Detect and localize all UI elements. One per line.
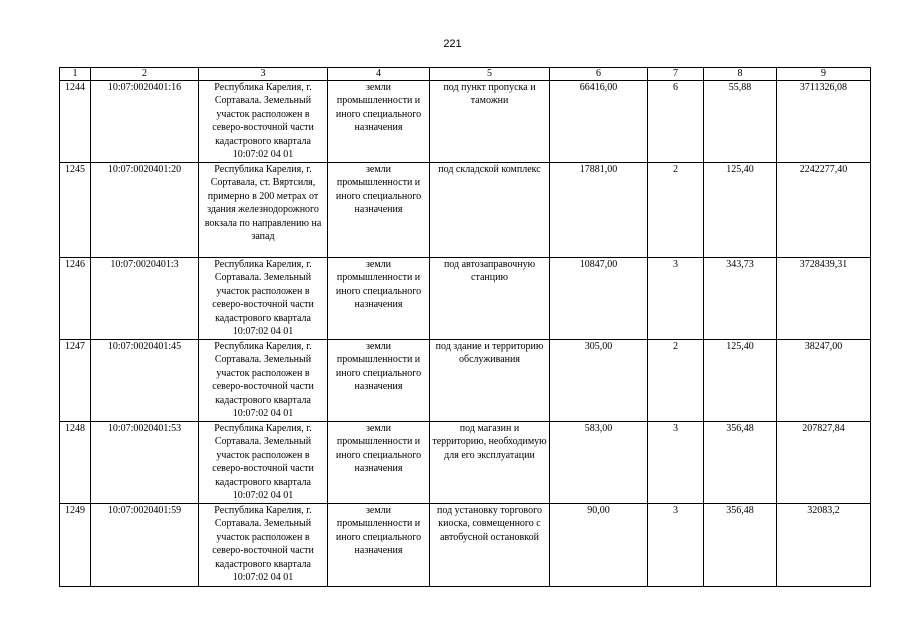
- area-cell: 305,00: [550, 340, 648, 422]
- table-header-row: [60, 68, 871, 81]
- cadastral-number: 10:07:0020401:20: [91, 163, 199, 258]
- col8-cell: 356,48: [704, 504, 777, 587]
- col9-cell: 3711326,08: [777, 81, 871, 163]
- area-cell: 17881,00: [550, 163, 648, 258]
- cadastral-number: 10:07:0020401:3: [91, 258, 199, 340]
- row-number: 1246: [60, 258, 91, 340]
- land-category-cell: земли промышленности и иного специального назначения: [328, 340, 430, 422]
- land-category-cell: земли промышленности и иного специального назначения: [328, 422, 430, 504]
- col9-cell: 3728439,31: [777, 258, 871, 340]
- row-number: 1248: [60, 422, 91, 504]
- col7-cell: 2: [648, 340, 704, 422]
- header-col-8: 8: [704, 68, 777, 81]
- table-row: [60, 258, 871, 340]
- header-col-4: 4: [328, 68, 430, 81]
- col9-cell: 32083,2: [777, 504, 871, 587]
- header-col-6: 6: [550, 68, 648, 81]
- col7-cell: 6: [648, 81, 704, 163]
- col7-cell: 2: [648, 163, 704, 258]
- header-col-2: 2: [91, 68, 199, 81]
- table-row: [60, 81, 871, 163]
- location-cell: Республика Карелия, г. Сортавала, ст. Вяртсиля, примерно в 200 метрах от здания железнодорожного вокзала по направлению на запад: [199, 163, 328, 258]
- row-number: 1245: [60, 163, 91, 258]
- row-number: 1249: [60, 504, 91, 587]
- table-row: [60, 163, 871, 258]
- land-category-cell: земли промышленности и иного специального назначения: [328, 258, 430, 340]
- table-row: [60, 340, 871, 422]
- row-number: 1244: [60, 81, 91, 163]
- land-plots-table: [59, 67, 871, 587]
- header-col-5: 5: [430, 68, 550, 81]
- location-cell: Республика Карелия, г. Сортавала. Земельный участок расположен в северо-восточной части кадастрового квартала 10:07:02 04 01: [199, 422, 328, 504]
- area-cell: 90,00: [550, 504, 648, 587]
- cadastral-number: 10:07:0020401:16: [91, 81, 199, 163]
- header-col-9: 9: [777, 68, 871, 81]
- location-cell: Республика Карелия, г. Сортавала. Земельный участок расположен в северо-восточной части кадастрового квартала 10:07:02 04 01: [199, 504, 328, 587]
- col8-cell: 125,40: [704, 163, 777, 258]
- land-category-cell: земли промышленности и иного специального назначения: [328, 81, 430, 163]
- col8-cell: 356,48: [704, 422, 777, 504]
- location-cell: Республика Карелия, г. Сортавала. Земельный участок расположен в северо-восточной части кадастрового квартала 10:07:02 04 01: [199, 258, 328, 340]
- header-col-7: 7: [648, 68, 704, 81]
- col9-cell: 38247,00: [777, 340, 871, 422]
- permitted-use-cell: под установку торгового киоска, совмещенного с автобусной остановкой: [430, 504, 550, 587]
- permitted-use-cell: под пункт пропуска и таможни: [430, 81, 550, 163]
- location-cell: Республика Карелия, г. Сортавала. Земельный участок расположен в северо-восточной части кадастрового квартала 10:07:02 04 01: [199, 340, 328, 422]
- land-category-cell: земли промышленности и иного специального назначения: [328, 163, 430, 258]
- land-category-cell: земли промышленности и иного специального назначения: [328, 504, 430, 587]
- col8-cell: 55,88: [704, 81, 777, 163]
- header-col-3: 3: [199, 68, 328, 81]
- col8-cell: 343,73: [704, 258, 777, 340]
- area-cell: 583,00: [550, 422, 648, 504]
- header-col-1: 1: [60, 68, 91, 81]
- cadastral-number: 10:07:0020401:53: [91, 422, 199, 504]
- permitted-use-cell: под складской комплекс: [430, 163, 550, 258]
- col9-cell: 2242277,40: [777, 163, 871, 258]
- col8-cell: 125,40: [704, 340, 777, 422]
- location-cell: Республика Карелия, г. Сортавала. Земельный участок расположен в северо-восточной части кадастрового квартала 10:07:02 04 01: [199, 81, 328, 163]
- col7-cell: 3: [648, 504, 704, 587]
- row-number: 1247: [60, 340, 91, 422]
- permitted-use-cell: под здание и территорию обслуживания: [430, 340, 550, 422]
- page-number: 221: [443, 38, 462, 50]
- cadastral-number: 10:07:0020401:59: [91, 504, 199, 587]
- col9-cell: 207827,84: [777, 422, 871, 504]
- area-cell: 10847,00: [550, 258, 648, 340]
- area-cell: 66416,00: [550, 81, 648, 163]
- cadastral-number: 10:07:0020401:45: [91, 340, 199, 422]
- permitted-use-cell: под магазин и территорию, необходимую для его эксплуатации: [430, 422, 550, 504]
- col7-cell: 3: [648, 258, 704, 340]
- table-row: [60, 422, 871, 504]
- permitted-use-cell: под автозаправочную станцию: [430, 258, 550, 340]
- col7-cell: 3: [648, 422, 704, 504]
- table-row: [60, 504, 871, 587]
